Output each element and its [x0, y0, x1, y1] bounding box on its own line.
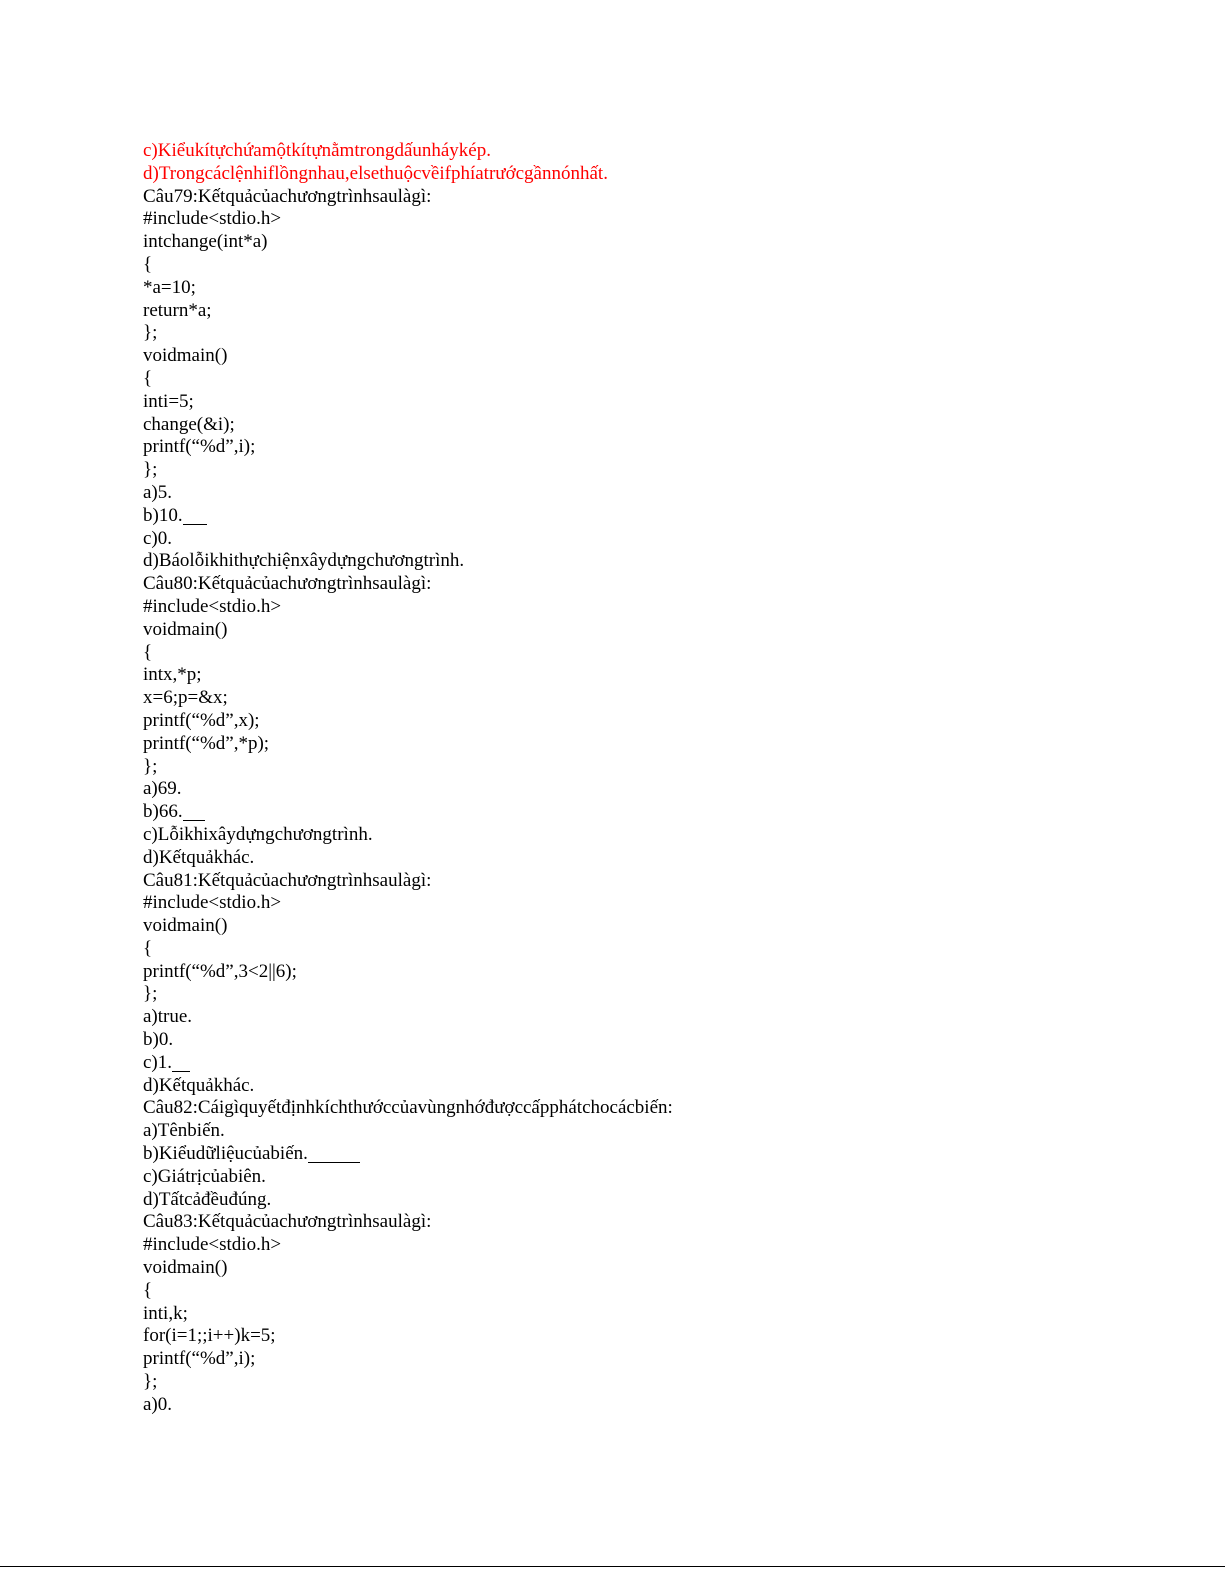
text-line [143, 482, 1163, 505]
line-text: #include<stdio.h> [143, 208, 282, 230]
text-line [143, 915, 1163, 938]
text-line [143, 1075, 1163, 1098]
line-text: { [143, 1279, 153, 1301]
line-text: d)Kếtquảkhác. [143, 846, 255, 868]
text-line [143, 687, 1163, 710]
line-text: c)Lỗikhixâydựngchươngtrình. [143, 823, 373, 845]
line-text: b)Kiểudữliệucủabiến. [143, 1143, 308, 1165]
answer-underline-mark [183, 505, 207, 528]
line-text: a)69. [143, 778, 182, 800]
line-text: voidmain() [143, 618, 228, 640]
text-line [143, 140, 1163, 163]
line-text: Câu82:Cáigìquyếtđịnhkíchthướccủavùngnhớđượccấpphátchocácbiến: [143, 1097, 673, 1119]
text-line [143, 163, 1163, 186]
text-line [143, 300, 1163, 323]
text-line [143, 550, 1163, 573]
line-text: voidmain() [143, 915, 228, 937]
line-text: d)Kếtquảkhác. [143, 1074, 255, 1096]
line-text: b)66. [143, 801, 183, 823]
line-text: }; [143, 322, 158, 344]
line-text: a)5. [143, 481, 173, 503]
answer-underline-mark [172, 1052, 190, 1075]
text-line [143, 778, 1163, 801]
line-text: }; [143, 755, 158, 777]
line-text: c)Giátrịcủabiên. [143, 1165, 266, 1187]
line-text: voidmain() [143, 1257, 228, 1279]
text-line [143, 756, 1163, 779]
line-text: intx,*p; [143, 664, 202, 686]
line-text: x=6;p=&x; [143, 687, 228, 709]
line-text: *a=10; [143, 276, 196, 298]
text-line [143, 1371, 1163, 1394]
text-line [143, 1257, 1163, 1280]
line-text: Câu79:Kếtquảcủachươngtrìnhsaulàgì: [143, 185, 432, 207]
text-line [143, 573, 1163, 596]
text-line [143, 1211, 1163, 1234]
line-text: printf(“%d”,i); [143, 1348, 256, 1370]
line-text: { [143, 641, 153, 663]
text-line [143, 254, 1163, 277]
line-text: d)Trongcáclệnhiflồngnhau,elsethuộcvềifphíatrướcgầnnónhất. [143, 162, 608, 184]
text-line [143, 528, 1163, 551]
line-text: #include<stdio.h> [143, 1234, 282, 1256]
answer-line [143, 1052, 1163, 1075]
text-line [143, 733, 1163, 756]
text-line [143, 345, 1163, 368]
answer-underline-mark [183, 801, 205, 824]
line-text: Câu80:Kếtquảcủachươngtrìnhsaulàgì: [143, 573, 432, 595]
text-line [143, 1166, 1163, 1189]
answer-underline-mark [308, 1143, 360, 1166]
text-line [143, 368, 1163, 391]
line-text: a)0. [143, 1393, 173, 1415]
text-line [143, 1097, 1163, 1120]
text-line [143, 596, 1163, 619]
text-line [143, 1234, 1163, 1257]
text-line [143, 436, 1163, 459]
line-text: printf(“%d”,3<2||6); [143, 960, 297, 982]
text-line [143, 961, 1163, 984]
text-line [143, 1348, 1163, 1371]
line-text: }; [143, 983, 158, 1005]
text-line [143, 1303, 1163, 1326]
line-text: inti,k; [143, 1302, 188, 1324]
text-line [143, 664, 1163, 687]
line-text: printf(“%d”,x); [143, 709, 260, 731]
line-text: c)Kiểukítựchứamộtkítựnằmtrongdấunháykép. [143, 140, 491, 161]
text-line [143, 642, 1163, 665]
line-text: #include<stdio.h> [143, 595, 282, 617]
answer-line [143, 801, 1163, 824]
line-text: printf(“%d”,*p); [143, 732, 270, 754]
line-text: }; [143, 459, 158, 481]
text-line [143, 1325, 1163, 1348]
answer-line [143, 505, 1163, 528]
text-line [143, 322, 1163, 345]
text-line [143, 892, 1163, 915]
page-content [143, 140, 1163, 1417]
line-text: Câu83:Kếtquảcủachươngtrìnhsaulàgì: [143, 1211, 432, 1233]
line-text: { [143, 937, 153, 959]
line-text: intchange(int*a) [143, 231, 268, 253]
text-line [143, 459, 1163, 482]
text-line [143, 1120, 1163, 1143]
line-text: inti=5; [143, 390, 194, 412]
line-text: printf(“%d”,i); [143, 436, 256, 458]
text-line [143, 710, 1163, 733]
line-text: d)Tấtcảđềuđúng. [143, 1188, 272, 1210]
line-text: { [143, 367, 153, 389]
text-line [143, 847, 1163, 870]
line-text: for(i=1;;i++)k=5; [143, 1325, 276, 1347]
text-line [143, 1394, 1163, 1417]
text-line [143, 824, 1163, 847]
line-text: b)10. [143, 504, 183, 526]
line-text: b)0. [143, 1029, 174, 1051]
line-text: a)true. [143, 1006, 193, 1028]
page-bottom-rule [0, 1566, 1225, 1567]
line-text: }; [143, 1371, 158, 1393]
text-line [143, 938, 1163, 961]
text-line [143, 414, 1163, 437]
line-text: c)1. [143, 1051, 173, 1073]
text-line [143, 1006, 1163, 1029]
text-line [143, 277, 1163, 300]
line-text: Câu81:Kếtquảcủachươngtrìnhsaulàgì: [143, 869, 432, 891]
line-text: { [143, 253, 153, 275]
text-line [143, 983, 1163, 1006]
line-text: c)0. [143, 527, 173, 549]
text-line [143, 619, 1163, 642]
text-line [143, 208, 1163, 231]
answer-line [143, 1143, 1163, 1166]
line-text: a)Tênbiến. [143, 1120, 225, 1142]
text-line [143, 231, 1163, 254]
text-line [143, 1280, 1163, 1303]
text-line [143, 870, 1163, 893]
line-text: change(&i); [143, 413, 235, 435]
line-text: return*a; [143, 299, 212, 321]
line-text: voidmain() [143, 345, 228, 367]
text-line [143, 186, 1163, 209]
text-line [143, 1189, 1163, 1212]
text-line [143, 391, 1163, 414]
line-text: d)Báolỗikhithựchiệnxâydựngchươngtrình. [143, 550, 465, 572]
line-text: #include<stdio.h> [143, 892, 282, 914]
text-line [143, 1029, 1163, 1052]
